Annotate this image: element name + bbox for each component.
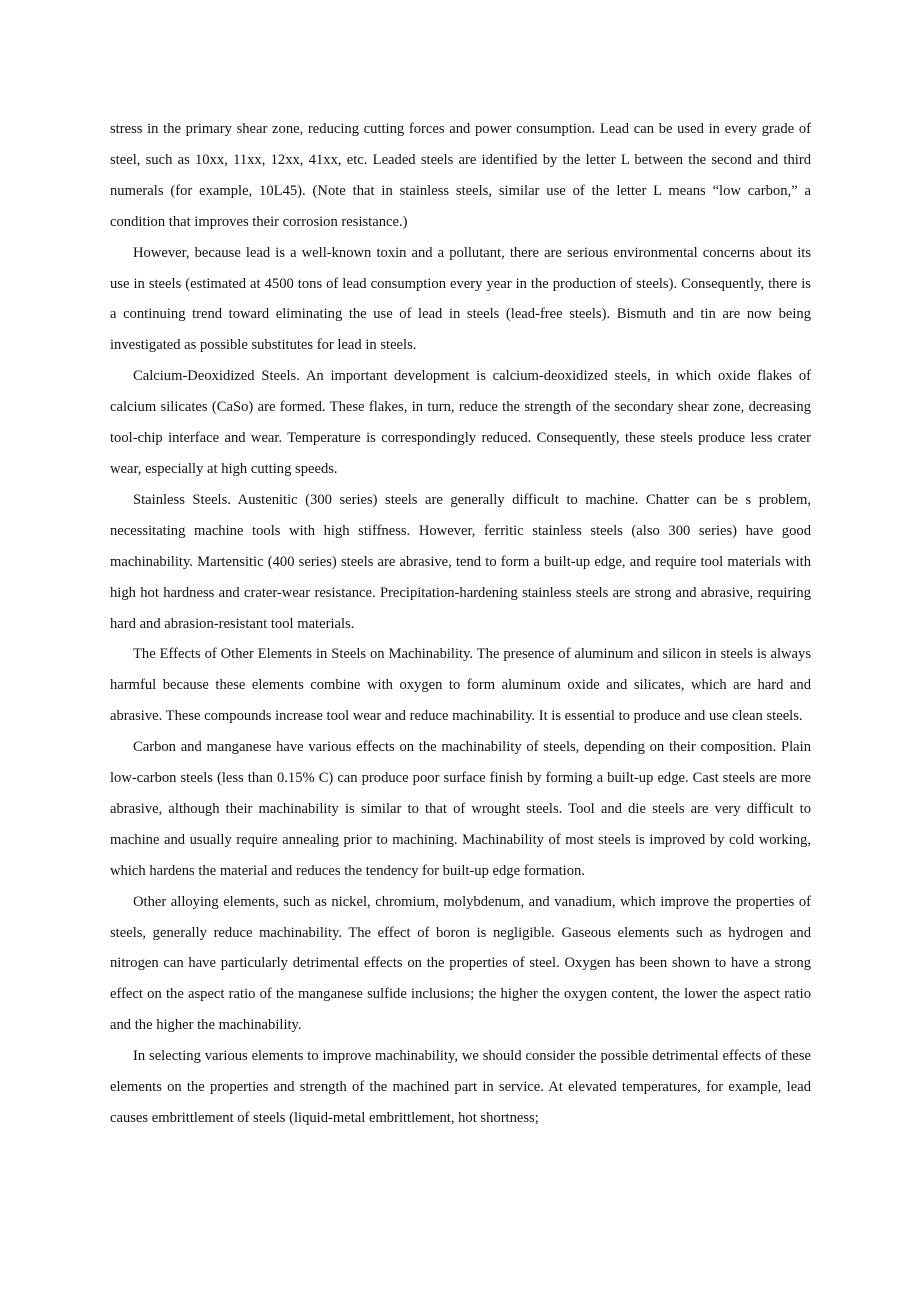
paragraph-selecting-elements: In selecting various elements to improve machinability, we should consider the possible detrimental effects of these elements on the properties and strength of the machined part in service. At elevated temperatures, for example, lead causes embrittlement of steels (liquid-metal embrittlement, hot shortness;: [110, 1048, 811, 1126]
paragraph-calcium-deoxidized-steels: Calcium-Deoxidized Steels. An important development is calcium-deoxidized steels, in which oxide flakes of calcium silicates (CaSo) are formed. These flakes, in turn, reduce the strength of the secondary shear zone, decreasing tool-chip interface and wear. Temperature is correspondingly reduced. Consequently, these steels produce less crater wear, especially at high cutting speeds.: [110, 368, 811, 477]
paragraph-other-elements: The Effects of Other Elements in Steels on Machinability. The presence of aluminum and silicon in steels is always harmful because these elements combine with oxygen to form aluminum oxide and silicates, which are hard and abrasive. These compounds increase tool wear and reduce machinability. It is essential to produce and use clean steels.: [110, 646, 811, 725]
paragraph-alloying-elements: Other alloying elements, such as nickel, chromium, molybdenum, and vanadium, which improve the properties of steels, generally reduce machinability. The effect of boron is negligible. Gaseous elements such as hydrogen and nitrogen can have particularly detrimental effects on the properties of steel. Oxygen has been shown to have a strong effect on the aspect ratio of the manganese sulfide inclusions; the higher the oxygen content, the lower the aspect ratio and the higher the machinability.: [110, 893, 811, 1034]
paragraph-carbon-manganese: Carbon and manganese have various effects on the machinability of steels, depending on their composition. Plain low-carbon steels (less than 0.15% C) can produce poor surface finish by forming a built-up edge. Cast steels are more abrasive, although their machinability is similar to that of wrought steels. Tool and die steels are very difficult to machine and usually require annealing prior to machining. Machinability of most steels is improved by cold working, which hardens the material and reduces the tendency for built-up edge formation.: [110, 739, 811, 879]
paragraph-lead-continuation: stress in the primary shear zone, reducing cutting forces and power consumption. Lead can be used in every grade of steel, such as 10xx, 11xx, 12xx, 41xx, etc. Leaded steels are identified by the letter L between the second and third numerals (for example, 10L45). (Note that in stainless steels, similar use of the letter L means “low carbon,” a condition that improves their corrosion resistance.): [110, 121, 811, 230]
paragraph-stainless-steels: Stainless Steels. Austenitic (300 series) steels are generally difficult to machine. Chatter can be s problem, necessitating machine tools with high stiffness. However, ferritic stainless steels (also 300 series) have good machinability. Martensitic (400 series) steels are abrasive, tend to form a built-up edge, and require tool materials with high hot hardness and crater-wear resistance. Precipitation-hardening stainless steels are strong and abrasive, requiring hard and abrasion-resistant tool materials.: [110, 491, 811, 632]
paragraph-lead-environment: However, because lead is a well-known toxin and a pollutant, there are serious environmental concerns about its use in steels (estimated at 4500 tons of lead consumption every year in the production of steels). Consequently, there is a continuing trend toward eliminating the use of lead in steels (lead-free steels). Bismuth and tin are now being investigated as possible substitutes for lead in steels.: [110, 244, 811, 354]
document-page: [110, 114, 811, 1134]
